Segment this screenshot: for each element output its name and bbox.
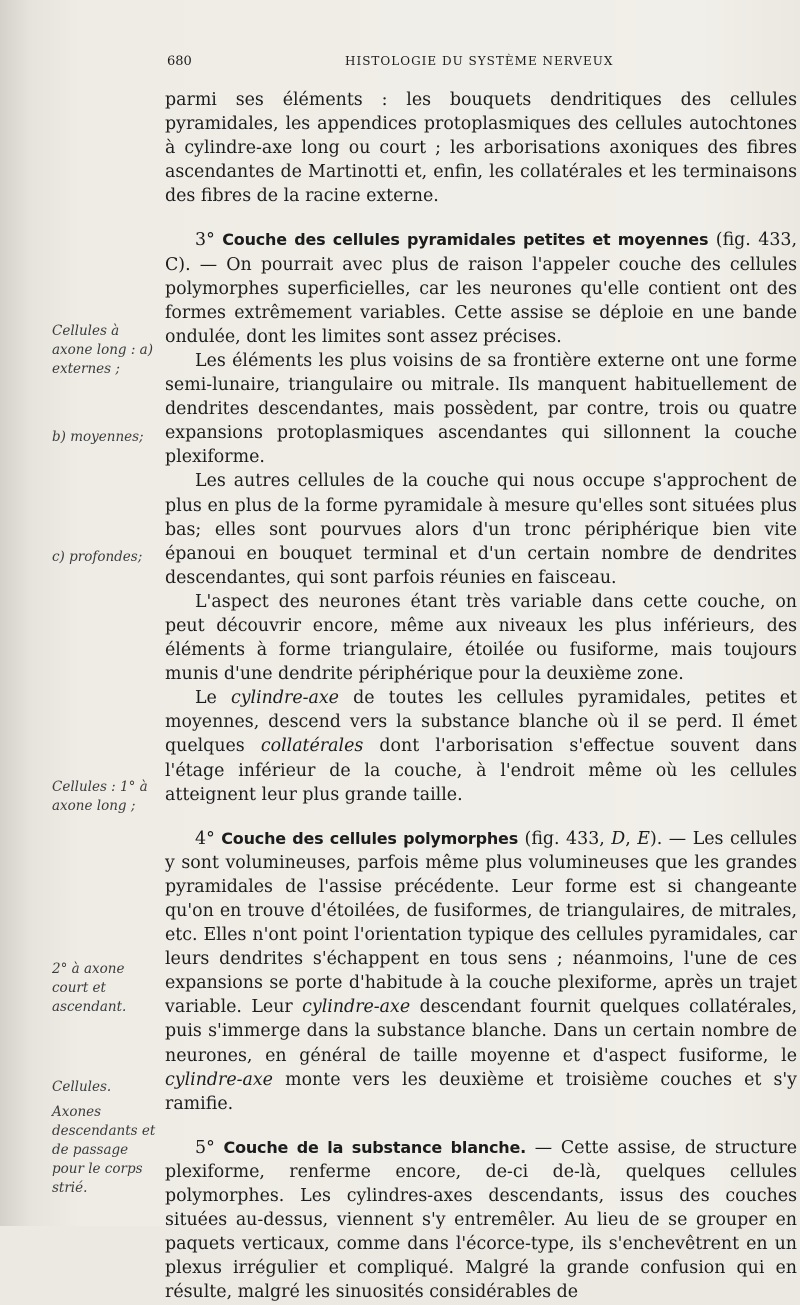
paragraph-external-cells: Les éléments les plus voisins de sa frontière externe ont une forme semi-lunaire, triangulaire ou mitrale. Ils manquent habituellement de dendrites descendantes, mais possèdent, par contre, trois ou quatre expansions protoplasmiques ascendantes qui sillonnent la couche plexiforme. [165,350,797,468]
running-title: HISTOLOGIE DU SYSTÈME NERVEUX [345,54,614,68]
section-3-number: 3° [195,230,215,251]
margin-note-axone-long: Cellules : 1° à axone long ; [52,779,148,814]
margin-note-profondes: c) profondes; [52,549,143,565]
margin-note-axone-long-externes: Cellules à axone long : a) externes ; [52,323,153,377]
section-3-text: On pourrait avec plus de raison l'appeler couche des cellules polymorphes superficielles, car les neurones qu'elle contient ont des formes extrêmement variables. Cette assise se déploie en une bande ondulée, dont les limites sont assez précises. [165,254,797,347]
paragraph-cylinder-axis: Le cylindre-axe de toutes les cellules pyramidales, petites et moyennes, descend vers la substance blanche où il se perd. Il émet quelques collatérales dont l'arborisation s'effectue souvent dans l'étage inférieur de la couche, à l'endroit même où les cellules atteignent leur plus grande taille. [165,688,798,805]
term-cylindre-axe: cylindre-axe [165,1069,273,1090]
paragraph-continued: parmi ses éléments : les bouquets dendritiques des cellules pyramidales, les appendices protoplasmiques des cellules autochtones à cylindre-axe long ou court ; les arborisations axoniques des fibres ascendantes de Martinotti et, enfin, les collatérales et les terminaisons des fibres de la racine externe. [165,90,797,207]
section-5-title: Couche de la substance blanche. [223,1137,526,1157]
margin-note-axones-descendants: Axones descendants et de passage pour le corps strié. [52,1104,156,1196]
section-5-paragraph [165,1136,797,1305]
page-header [0,50,800,72]
margin-note-moyennes: b) moyennes; [52,429,144,445]
margin-note-axone-court: 2° à axone court et ascendant. [52,961,127,1015]
section-4-figure-ref: (fig. 433, D, E). — [524,828,687,849]
paragraph-neuron-aspect: L'aspect des neurones étant très variable dans cette couche, on peut découvrir encore, même aux niveaux les plus inférieurs, des éléments à forme triangulaire, étoilée ou fusiforme, mais toujours munis d'une dendrite périphérique pour la deuxième zone. [165,591,797,685]
section-5-number: 5° [195,1137,215,1158]
section-3-title: Couche des cellules pyramidales petites et moyennes [222,230,709,250]
section-4-number: 4° [195,828,215,849]
margin-note-cellules: Cellules. [52,1079,112,1095]
term-collaterales: collatérales [260,736,364,757]
paragraph-other-cells: Les autres cellules de la couche qui nous occupe s'approchent de plus en plus de la forme pyramidale à mesure qu'elles sont situées plus bas; elles sont pourvues alors d'un tronc périphérique bien vite épanoui en bouquet terminal et d'un certain nombre de dendrites descendantes, qui sont parfois réunies en faisceau. [165,471,797,588]
term-cylindre-axe: cylindre-axe [302,997,411,1018]
section-5-text: — Cette assise, de structure plexiforme, renferme encore, de-ci de-là, quelques cellules polymorphes. Les cylindres-axes descendants, issus des couches situées au-dessus, viennent s'y entremêler. Au lieu de se grouper en paquets verticaux, comme dans l'écorce-type, ils s'enchevêtrent en un plexus irrégulier et compliqué. Malgré la grande confusion qui en résulte, malgré les sinuosités considérables de [165,1137,797,1303]
section-3-figure-ref: (fig. 433, C). — [165,230,798,275]
term-cylindre-axe: cylindre-axe [230,688,339,709]
section-3-paragraph [165,228,797,348]
page-body [165,88,797,1305]
section-4-paragraph: 4° Couche des cellules polymorphes (fig. 433, D, E). — Les cellules y sont volumineuses, parfois même plus volumineuses que les grandes pyramidales de l'assise précédente. Leur forme est si changeante qu'on en trouve d'étoilées, de fusiformes, de triangulaires, de mitrales, etc. Elles n'ont point l'orientation typique des cellules pyramidales, car leurs dendrites s'échappent en tous sens ; néanmoins, l'une de ces expansions se porte d'habitude à la couche plexiforme, après un trajet variable. Leur cylindre-axe descendant fournit quelques collatérales, puis s'immerge dans la substance blanche. Dans un certain nombre de neurones, en général de taille moyenne et d'aspect fusiforme, le cylindre-axe monte vers les deuxième et troisième couches et s'y ramifie. [165,828,798,1114]
page-number: 680 [167,54,192,69]
section-4-title: Couche des cellules polymorphes [221,828,519,848]
